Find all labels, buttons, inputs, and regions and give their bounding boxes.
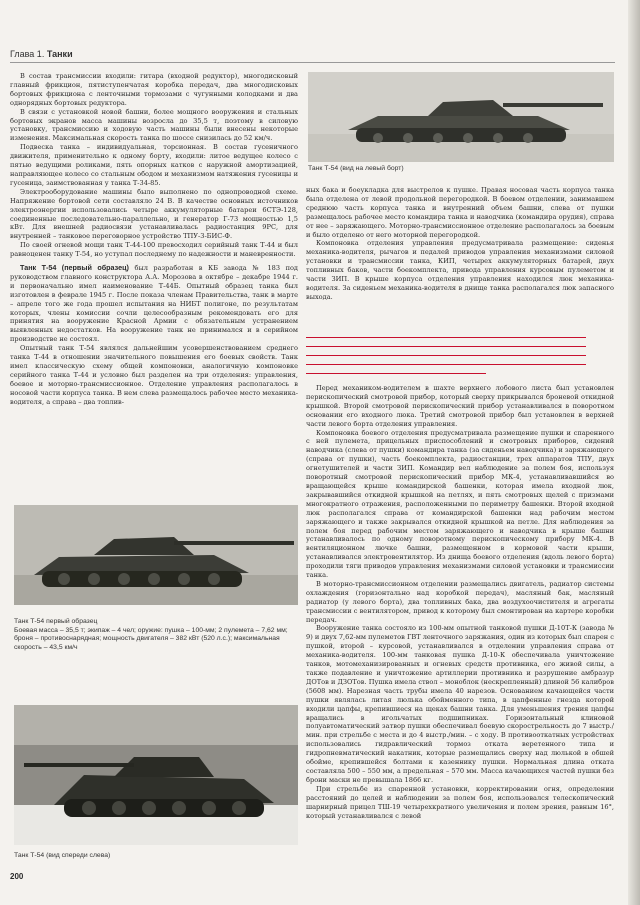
paragraph: Вооружение танка состояло из 100-мм опытной танковой пушки Д-10Т-К (завода № 9) и двух 7,62-мм пулеметов ГВТ ленточного заряжания, один из которых был спарен с пушкой, второй – курсовой, устанавливался в отделении управления справа от механика-водителя. 100-мм танковая пушка Д-10-К обеспечивала уничтожение танков, мотомеханизированных и огневых средств противника, его живой силы, а также подавление и уничтожение артиллерии противника и разрушение амбразур ДОТов и ДЗОТов. Пушка имела ствол – моноблок (нескрепленный) длиной 56 калибров (5608 мм). Нарезная часть трубы имела 40 нарезов. Основанием качающейся части пушки являлась литая люлька обойменного типа, в цапфенные гнезда которой входили цапфы, крепившиеся на щеках башни танка. Для уменьшения трения цапфы вращались в игольчатых подшипниках. Горизонтальный клиновой полуавтоматический затвор пушки обеспечивал боевую скорострельность до 7 выстр./мин. при стрельбе с места и до 4 выстр./мин. – с ходу. В противооткатных устройствах использовались гидравлический тормоз отката веретенного типа и гидропневматический накатник, которые размещались сверху над люлькой в обшей обойме, крепившейся болтами к казеннику пушки. Нормальная длина отката составляла 500 – 550 мм, а предельная – 570 мм. Масса качающихся частей пушки без брони маски не превышала 1866 кг. (306, 624, 614, 784)
paragraph: По своей огневой мощи танк Т-44-100 превосходил серийный танк Т-44 и был равноценен танку Т-54, но уступал последнему по надежности и маневренности. (10, 241, 298, 259)
chapter-label: Глава 1. (10, 49, 45, 59)
caption-specs: Боевая масса – 35,5 т; экипаж – 4 чел; оружие: пушка – 100-мм; 2 пулемета – 7,62 мм; броня – противоснарядная; мощность двигателя – 382 кВт (520 л.с.); максимальная скорость – 43,5 км/ч (14, 626, 288, 651)
tank-photo-front-left (14, 705, 298, 845)
paragraph: Подвеска танка – индивидуальная, торсионная. В состав гусеничного движителя, применительно к одному борту, входили: литое ведущее колесо с пятью ведущими роликами, пять опорных катков с наружной амортизацией, направляющее колесо со стальным ободом и механизмом натяжения гусеницы и гусеница, заимствованная у танка Т-34-85. (10, 143, 298, 187)
paragraph: Компоновка отделения управления предусматривала размещение: сиденья механика-водителя, рычагов и педалей приводов управления механизмами силовой установки и трансмиссии танка, КИП, четырех аккумуляторных батарей, двух топливных баков, части боекомплекта, привода управления курсовым пулеметом и части ЗИП. В крыше корпуса отделения управления находился люк механика-водителя. За сиденьем механика-водителя в днище танка располагался люк запасного выхода. (306, 239, 614, 301)
page-header (10, 49, 610, 59)
tank-photo-first-prototype (14, 505, 298, 605)
red-underline-1 (306, 337, 586, 338)
paragraph: Опытный танк Т-54 являлся дальнейшим усовершенствованием среднего танка Т-44 в отношении значительного повышения его боевых свойств. Танк имел классическую схему общей компоновки, аналогичную компоновке серийного танка Т-44 и условно был разделен на три отделения: управления, боевое и моторно-трансмиссионное. Отделение управления располагалось в носовой части корпуса танка. В нем слева размещалось рабочее место механика-водителя, а справа – два топлив- (10, 344, 298, 406)
paragraph-lead (10, 264, 298, 344)
red-underline-2 (306, 346, 586, 347)
paragraph: В моторно-трансмиссионном отделении размещались двигатель, радиатор системы охлаждения (горизонтально над коробкой передач), масляный бак, масляный радиатор (у левого борта), два топливных бака, два воздухоочистителя и агрегаты трансмиссии с вентилятором, привод к которому был смонтирован на картере коробки передач. (306, 579, 614, 624)
bold-lead-heading: Танк Т-54 (первый образец) (20, 263, 129, 273)
paragraph: В связи с установкой новой башни, более мощного вооружения и стальных бортовых экранов масса машины возросла до 35,5 т, поэтому в силовую установку, трансмиссию и ходовую часть машины были внесены некоторые изменения. Максимальная скорость танка по шоссе снизилась до 52 км/ч. (10, 107, 298, 143)
caption-top-photo: Танк Т-54 (вид на левый борт) (308, 165, 404, 172)
page-number: 200 (10, 872, 24, 881)
caption-bottom-photo: Танк Т-54 (вид спереди слева) (14, 852, 111, 859)
section-title: Танки (46, 49, 73, 59)
paragraph: ных бака и боеукладка для выстрелов к пушке. Правая носовая часть корпуса танка была отделена от левой продольной перегородкой. В боевом отделении, занимавшем среднюю часть корпуса танка и внутренний объем башни, слева от пушки размещалось рабочее место командира танка и наводчика (командира орудия), справа от нее – заряжающего. Моторно-трансмиссионное отделение располагалось за боевым и было отделено от него моторной перегородкой. (306, 186, 614, 239)
header-divider (10, 62, 615, 63)
red-underline-5 (306, 373, 486, 374)
highlighted-paragraph: Перед механиком-водителем в шахте верхнего лобового листа был установлен перископический смотровой прибор, который сверху прикрывался броневой откидной крышкой. Второй смотровой перископический прибор устанавливался в поворотном основании его входного люка. Третий смотровой прибор был установлен в верхней части левого борта отделения управления. (306, 384, 614, 428)
paragraph: Электрооборудование машины было выполнено по однопроводной схеме. Напряжение бортовой сети составляло 24 В. В качестве основных источников электроэнергии использовались четыре аккумуляторные батареи 6СТЭ-128, соединенные последовательно-параллельно, и генератор Г-73 мощностью 1,5 кВт. Для внешней радиосвязи устанавливалась радиостанция 9РС, для внутренней – танковое переговорное устройство ТПУ-3-БИС-Ф. (10, 187, 298, 241)
paragraph: При стрельбе из спаренной установки, корректировании огня, определении расстояний до целей и наблюдении за полем боя, использовался телескопический шарнирный прицел ТШ-19 четырехкратного увеличения и полем зрения, равным 16°, который устанавливался с левой (306, 784, 614, 820)
caption-middle-photo (14, 618, 298, 652)
left-text-column (10, 72, 298, 512)
paragraph: В состав трансмиссии входили: гитара (входной редуктор), многодисковый главный фрикцион, пятиступенчатая коробка передач, два многодисковых бортовых фрикциона с ленточными тормозами с чугунными колодками и два однорядных бортовых редуктора. (10, 72, 298, 107)
red-underline-3 (306, 355, 586, 356)
book-binding-shadow (628, 0, 640, 905)
right-text-column-top (306, 186, 614, 382)
caption-title: Танк Т-54 первый образец (14, 618, 98, 625)
tank-photo-side (308, 72, 614, 162)
paragraph: Компоновка боевого отделения предусматривала размещение пушки и спаренного с ней пулемета, прицельных приспособлений и смотровых приборов, сидений наводчика (слева от пушки) командира танка (за сиденьем наводчика) и заряжающего (справа от пушки), часть боекомплекта, радиостанции, трех аппаратов ТПУ, двух огнетушителей и части ЗИП. Командир вел наблюдение за полем боя, используя поворотный смотровой перископический прибор МК-4, устанавливавшийся во вращающейся крыше командирской башенки, которая имела входной люк, закрывавшийся откидной крышкой на петлях, и пять смотровых щелей с призмами многократного отражения, расположенными по периметру башенки. Второй входной люк располагался справа от командирской башенки над рабочим местом заряжающего и также закрывался откидной крышкой на петле. Для наблюдения за полем боя перед рабочим местом заряжающего и наводчика в крыше башни устанавливалось по одному поворотному перископическому прибору МК-4. В вентиляционном лючке башни, размещенном в кормовой части крыши, устанавливался электровентилятор. Из днища боевого отделения (вдоль левого борта) проходили тяги приводов управления механизмами силовой установки и трансмиссии танка. (306, 428, 614, 580)
right-text-column (306, 384, 614, 884)
red-underline-4 (306, 364, 586, 365)
lead-rest: был разработан в КБ завода № 183 под руководством главного конструктора А.А. Морозова в октябре – декабре 1944 г. и первоначально имел наименование Т-44Б. Опытный образец танка был изготовлен в феврале 1945 г. После показа членам Правительства, танк в марте – апреле того же года прошел испытания на НИБТ полигоне, по результатам которых, члены комиссии сочли целесообразным рекомендовать его для принятия на вооружение Красной Армии с обязательным устранением выявленных недостатков. На вооружение танк не принимался и в серийном производстве не состоял. (10, 264, 298, 344)
